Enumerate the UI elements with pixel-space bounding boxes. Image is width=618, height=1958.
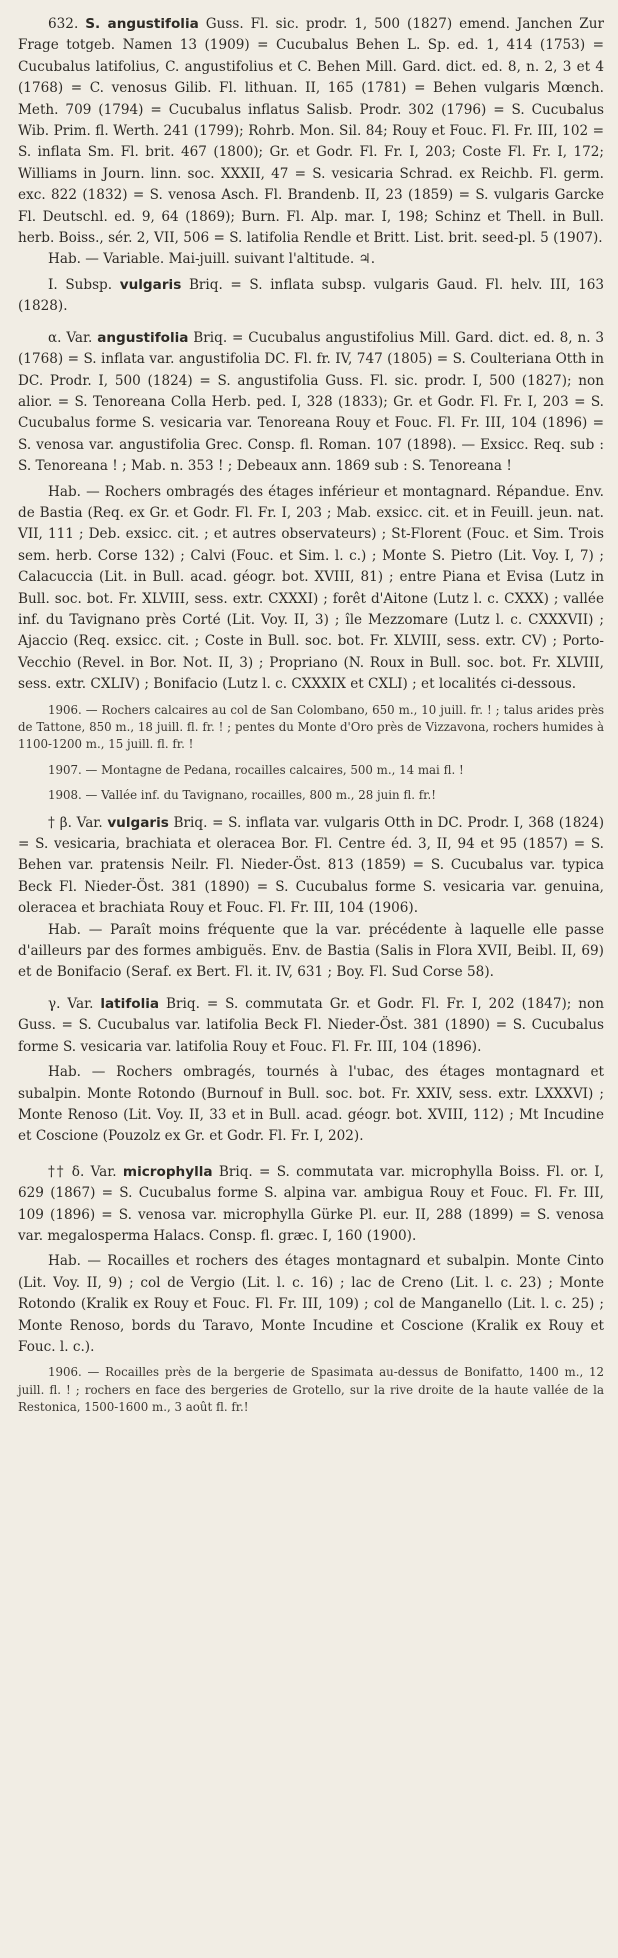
variety-alpha-entry	[18, 328, 604, 478]
species-habitat: Hab. — Variable. Mai-juill. suivant l'altitude. ♃.	[48, 251, 376, 268]
variety-gamma-habitat: Hab. — Rochers ombragés, tournés à l'ubac, des étages montagnard et subalpin. Monte Rotondo (Burnouf in Bull. soc. bot. Fr. XXIV, sess. extr. LXXXVI) ; Monte Renoso (Lit. Voy. II, 33 et in Bull. acad. géogr. bot. XVIII, 112) ; Mt Incudine et Coscione (Pouzolz ex Gr. et Godr. Fl. Fr. I, 202).	[18, 1064, 604, 1145]
variety-alpha-observation-1907: 1907. — Montagne de Pedana, rocailles calcaires, 500 m., 14 mai fl. !	[48, 762, 464, 777]
variety-delta-habitat: Hab. — Rocailles et rochers des étages montagnard et subalpin. Monte Cinto (Lit. Voy. II, 9) ; col de Vergio (Lit. l. c. 16) ; lac de Creno (Lit. l. c. 23) ; Monte Rotondo (Kralik ex Rouy et Fouc. Fl. Fr. III, 109) ; col de Manganello (Lit. l. c. 25) ; Monte Renoso, bords du Taravo, Monte Incudine et Coscione (Kralik ex Rouy et Fouc. l. c.).	[18, 1253, 604, 1355]
variety-gamma-synonymy: Briq. = S. commutata Gr. et Godr. Fl. Fr. I, 202 (1847); non Guss. = S. Cucubalus var. latifolia Beck Fl. Nieder-Öst. 381 (1890) = S. Cucubalus forme S. vesicaria var. latifolia Rouy et Fouc. Fl. Fr. III, 104 (1896).	[18, 995, 604, 1055]
species-synonymy: Guss. Fl. sic. prodr. 1, 500 (1827) emend. Janchen Zur Frage totgeb. Namen 13 (1909) = Cucubalus Behen L. Sp. ed. 1, 414 (1753) = Cucubalus latifolius, C. angustifolius et C. Behen Mill. Gard. dict. ed. 8, n. 2, 3 et 4 (1768) = C. venosus Gilib. Fl. lithuan. II, 165 (1781) = Behen vulgaris Mœnch. Meth. 709 (1794) = Cucubalus inflatus Salisb. Prodr. 302 (1796) = S. Cucubalus Wib. Prim. fl. Werth. 241 (1799); Rohrb. Mon. Sil. 84; Rouy et Fouc. Fl. Fr. III, 102 = S. inflata Sm. Fl. brit. 467 (1800); Gr. et Godr. Fl. Fr. I, 203; Coste Fl. Fr. I, 172; Williams in Journ. linn. soc. XXXII, 47 = S. vesicaria Schrad. ex Reichb. Fl. germ. exc. 822 (1832) = S. venosa Asch. Fl. Brandenb. II, 23 (1859) = S. vulgaris Garcke Fl. Deutschl. ed. 9, 64 (1869); Burn. Fl. Alp. mar. I, 198; Schinz et Thell. in Bull. herb. Boiss., sér. 2, VII, 506 = S. latifolia Rendle et Britt. List. brit. seed-pl. 5 (1907).	[18, 16, 604, 247]
variety-gamma-entry	[18, 994, 604, 1058]
variety-delta-prefix: †† δ. Var.	[48, 1163, 117, 1180]
variety-beta-synonymy: Briq. = S. inflata var. vulgaris Otth in DC. Prodr. I, 368 (1824) = S. vesicaria, brachiata et oleracea Bor. Fl. Centre éd. 3, II, 94 et 95 (1857) = S. Behen var. pratensis Neilr. Fl. Nieder-Öst. 813 (1859) = S. Cucubalus var. typica Beck Fl. Nieder-Öst. 381 (1890) = S. Cucubalus forme S. vesicaria var. genuina, oleracea et brachiata Rouy et Fouc. Fl. Fr. III, 104 (1906).	[18, 814, 604, 917]
subspecies-synonymy: Briq. = S. inflata subsp. vulgaris Gaud. Fl. helv. III, 163 (1828).	[18, 276, 605, 315]
species-entry	[18, 14, 604, 249]
species-number: 632.	[48, 16, 79, 32]
variety-alpha-prefix: α. Var.	[48, 329, 93, 346]
subspecies-prefix: I. Subsp.	[48, 276, 113, 293]
variety-beta-name: vulgaris	[107, 814, 169, 831]
variety-alpha-synonymy: Briq. = Cucubalus angustifolius Mill. Gard. dict. ed. 8, n. 3 (1768) = S. inflata var. angustifolia DC. Fl. fr. IV, 747 (1805) = S. Coulteriana Otth in DC. Prodr. I, 500 (1824) = S. angustifolia Guss. Fl. sic. prodr. I, 500 (1827); non alior. = S. Tenoreana Colla Herb. ped. I, 328 (1833); Gr. et Godr. Fl. Fr. I, 203 = S. Cucubalus forme S. vesicaria var. Tenoreana Rouy et Fouc. Fl. Fr. III, 104 (1896) = S. venosa var. angustifolia Grec. Consp. fl. Roman. 107 (1898). — Exsicc. Req. sub : S. Tenoreana ! ; Mab. n. 353 ! ; Debeaux ann. 1869 sub : S. Tenoreana !	[18, 329, 605, 475]
subspecies-entry	[18, 275, 604, 318]
variety-delta-entry	[18, 1162, 604, 1248]
species-name: S. angustifolia	[85, 16, 199, 32]
variety-alpha-name: angustifolia	[97, 329, 189, 346]
variety-delta-observation-1906: 1906. — Rocailles près de la bergerie de Spasimata au-dessus de Bonifatto, 1400 m., 12 juill. fl. ! ; rochers en face des bergeries de Grotello, sur la rive droite de la haute vallée de la Restonica, 1500-1600 m., 3 août fl. fr.!	[18, 1365, 604, 1415]
variety-alpha-observation-1906: 1906. — Rochers calcaires au col de San Colombano, 650 m., 10 juill. fr. ! ; talus arides près de Tattone, 850 m., 18 juill. fl. fr. ! ; pentes du Monte d'Oro près de Vizzavona, rochers humides à 1100-1200 m., 15 juill. fl. fr. !	[18, 702, 604, 752]
variety-alpha-habitat: Hab. — Rochers ombragés des étages inférieur et montagnard. Répandue. Env. de Bastia (Req. ex Gr. et Godr. Fl. Fr. I, 203 ; Mab. exsicc. cit. et in Feuill. jeun. nat. VII, 111 ; Deb. exsicc. cit. ; et autres observateurs) ; St-Florent (Fouc. et Sim. Trois sem. herb. Corse 132) ; Calvi (Fouc. et Sim. l. c.) ; Monte S. Pietro (Lit. Voy. I, 7) ; Calacuccia (Lit. in Bull. acad. géogr. bot. XVIII, 81) ; entre Piana et Evisa (Lutz in Bull. soc. bot. Fr. XLVIII, sess. extr. CXXXI) ; forêt d'Aitone (Lutz l. c. CXXX) ; vallée inf. du Tavignano près Corté (Lit. Voy. II, 3) ; île Mezzomare (Lutz l. c. CXXXVII) ; Ajaccio (Req. exsicc. cit. ; Coste in Bull. soc. bot. Fr. XLVIII, sess. extr. CV) ; Porto-Vecchio (Revel. in Bor. Not. II, 3) ; Propriano (N. Roux in Bull. soc. bot. Fr. XLVIII, sess. extr. CXLIV) ; Bonifacio (Lutz l. c. CXXXIX et CXLI) ; et localités ci-dessous.	[18, 483, 604, 693]
variety-beta-habitat: Hab. — Paraît moins fréquente que la var. précédente à laquelle elle passe d'ailleurs par des formes ambiguës. Env. de Bastia (Salis in Flora XVII, Beibl. II, 69) et de Bonifacio (Seraf. ex Bert. Fl. it. IV, 631 ; Boy. Fl. Sud Corse 58).	[18, 921, 604, 981]
variety-delta-synonymy: Briq. = S. commutata var. microphylla Boiss. Fl. or. I, 629 (1867) = S. Cucubalus forme S. alpina var. ambigua Rouy et Fouc. Fl. Fr. III, 109 (1896) = S. venosa var. microphylla Gürke Pl. eur. II, 288 (1899) = S. venosa var. megalosperma Halacs. Consp. fl. græc. I, 160 (1900).	[18, 1163, 604, 1244]
variety-gamma-name: latifolia	[100, 995, 160, 1012]
variety-gamma-prefix: γ. Var.	[48, 995, 94, 1012]
subspecies-name: vulgaris	[119, 276, 182, 293]
variety-beta-prefix: † β. Var.	[48, 814, 103, 831]
variety-delta-name: microphylla	[122, 1163, 213, 1180]
variety-alpha-observation-1908: 1908. — Vallée inf. du Tavignano, rocailles, 800 m., 28 juin fl. fr.!	[48, 788, 436, 803]
variety-beta-entry	[18, 813, 604, 920]
